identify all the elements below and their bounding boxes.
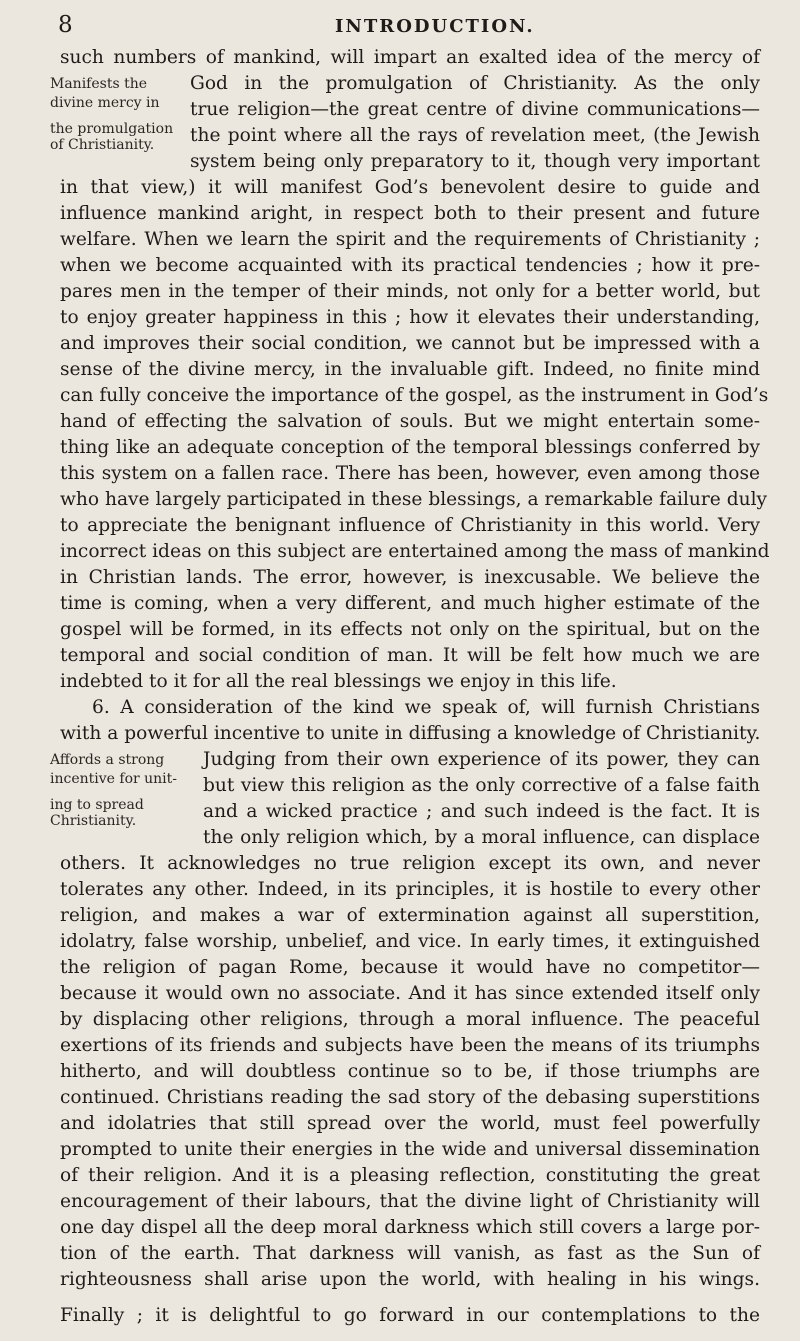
text-line: who have largely participated in these blessings, a remarkable failure duly (60, 489, 768, 510)
text-line: 6. A consideration of the kind we speak of, will furnish Christians (92, 697, 760, 718)
text-line: can fully conceive the importance of the gospel, as the instrument in God’s (60, 385, 769, 406)
text-line: and improves their social condition, we cannot but be impressed with a (60, 333, 760, 354)
text-line: system being only preparatory to it, though very important (190, 151, 760, 172)
text-line: to appreciate the benignant influence of Christianity in this world. Very (60, 515, 760, 536)
text-line: and a wicked practice ; and such indeed is the fact. It is (203, 801, 760, 822)
text-line: hand of effecting the salvation of souls. But we might entertain some- (60, 411, 760, 432)
text-line: by displacing other religions, through a moral influence. The peaceful (60, 1009, 760, 1030)
text-line: thing like an adequate conception of the temporal blessings conferred by (60, 437, 760, 458)
text-line: idolatry, false worship, unbelief, and vice. In early times, it extinguished (60, 931, 760, 952)
text-line: time is coming, when a very different, and much higher estimate of the (60, 593, 760, 614)
text-line: gospel will be formed, in its effects not only on the spiritual, but on the (60, 619, 760, 640)
text-line: pares men in the temper of their minds, not only for a better world, but (60, 281, 760, 302)
text-line: hitherto, and will doubtless continue so to be, if those triumphs are (60, 1061, 760, 1082)
text-line: one day dispel all the deep moral darkness which still covers a large por- (60, 1217, 760, 1238)
text-line: prompted to unite their energies in the wide and universal dissemination (60, 1139, 760, 1160)
text-line: indebted to it for all the real blessings we enjoy in this life. (60, 671, 617, 692)
text-line: righteousness shall arise upon the world, with healing in his wings. (60, 1269, 760, 1290)
text-line: temporal and social condition of man. It will be felt how much we are (60, 645, 760, 666)
margin-note: of Christianity. (50, 137, 155, 153)
text-line: when we become acquainted with its practical tendencies ; how it pre- (60, 255, 760, 276)
margin-note: the promulgation (50, 121, 174, 137)
text-line: such numbers of mankind, will impart an exalted idea of the mercy of (60, 47, 760, 68)
text-line: Judging from their own experience of its power, they can (203, 749, 760, 770)
text-line: and idolatries that still spread over the world, must feel powerfully (60, 1113, 760, 1134)
text-line: encouragement of their labours, that the divine light of Christianity will (60, 1191, 760, 1212)
margin-note: Manifests the (50, 76, 148, 92)
margin-note: ing to spread (50, 797, 144, 813)
margin-note: divine mercy in (50, 95, 160, 111)
margin-note: Affords a strong (50, 752, 165, 768)
running-head: INTRODUCTION. (335, 16, 535, 37)
text-line: in Christian lands. The error, however, is inexcusable. We believe the (60, 567, 760, 588)
text-line: true religion—the great centre of divine communications— (190, 99, 760, 120)
text-line: because it would own no associate. And it has since extended itself only (60, 983, 760, 1004)
text-line: the point where all the rays of revelation meet, (the Jewish (190, 125, 760, 146)
text-line: with a powerful incentive to unite in diffusing a knowledge of Christianity. (60, 723, 761, 744)
text-line: but view this religion as the only corrective of a false faith (203, 775, 760, 796)
margin-note: incentive for unit- (50, 771, 178, 787)
text-line: to enjoy greater happiness in this ; how it elevates their understanding, (60, 307, 760, 328)
text-line: sense of the divine mercy, in the invaluable gift. Indeed, no finite mind (60, 359, 760, 380)
text-line: Finally ; it is delightful to go forward in our contemplations to the (60, 1305, 760, 1326)
text-line: continued. Christians reading the sad story of the debasing superstitions (60, 1087, 760, 1108)
text-line: welfare. When we learn the spirit and the requirements of Christianity ; (60, 229, 760, 250)
text-line: the religion of pagan Rome, because it would have no competitor— (60, 957, 760, 978)
text-line: religion, and makes a war of extermination against all superstition, (60, 905, 760, 926)
text-line: this system on a fallen race. There has been, however, even among those (60, 463, 760, 484)
text-line: the only religion which, by a moral influence, can displace (203, 827, 760, 848)
text-line: others. It acknowledges no true religion except its own, and never (60, 853, 760, 874)
page-number: 8 (58, 12, 73, 38)
text-line: of their religion. And it is a pleasing reflection, constituting the great (60, 1165, 760, 1186)
margin-note: Christianity. (50, 813, 137, 829)
text-line: influence mankind aright, in respect both to their present and future (60, 203, 760, 224)
text-line: God in the promulgation of Christianity. As the only (190, 73, 760, 94)
text-line: exertions of its friends and subjects have been the means of its triumphs (60, 1035, 760, 1056)
text-line: tion of the earth. That darkness will vanish, as fast as the Sun of (60, 1243, 760, 1264)
text-line: incorrect ideas on this subject are entertained among the mass of mankind (60, 541, 770, 562)
text-line: tolerates any other. Indeed, in its principles, it is hostile to every other (60, 879, 760, 900)
text-line: in that view,) it will manifest God’s benevolent desire to guide and (60, 177, 760, 198)
